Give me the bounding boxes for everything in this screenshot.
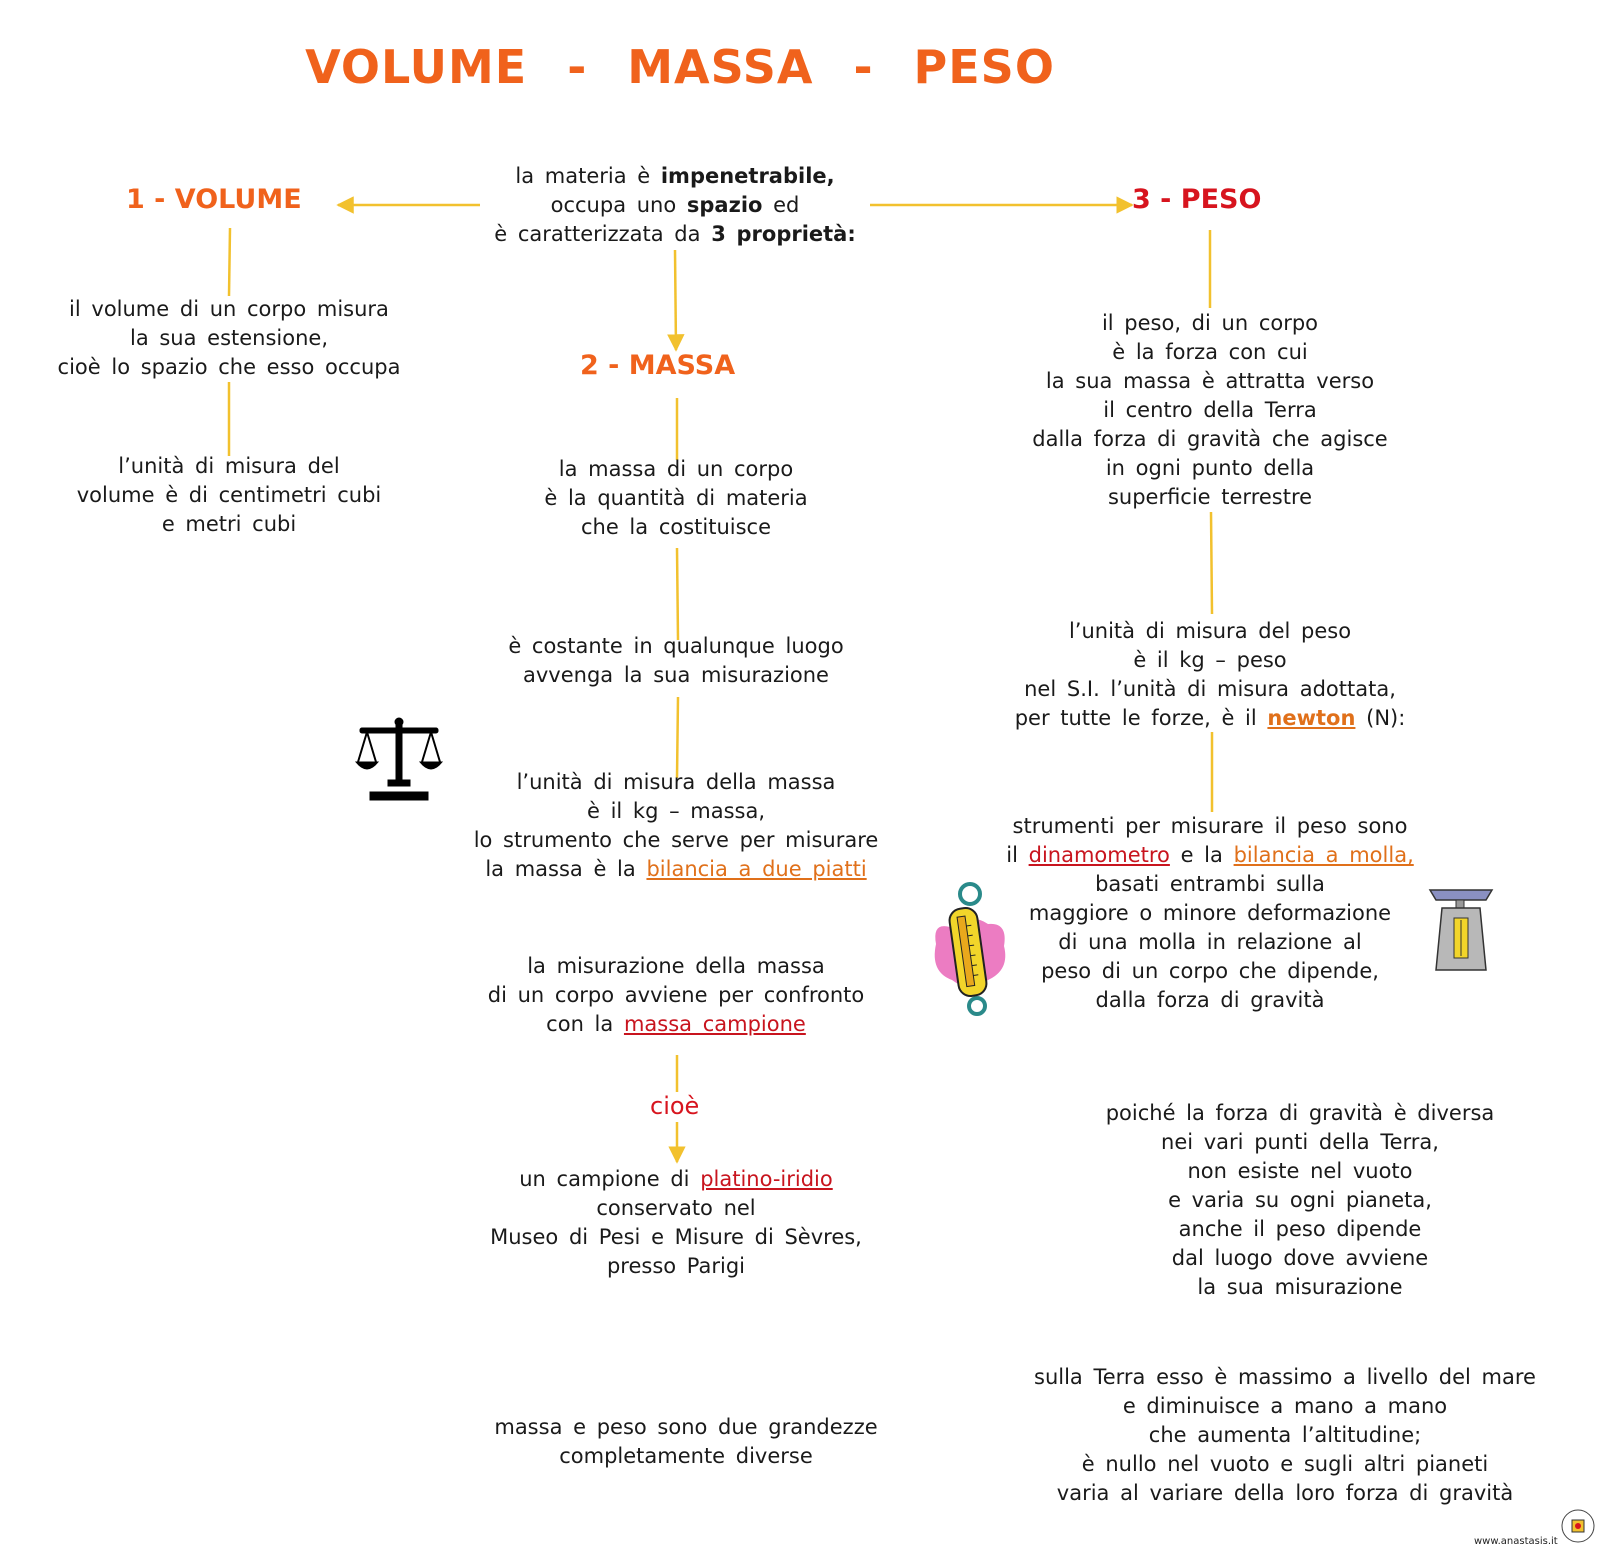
intro-line1: la materia è: [515, 164, 651, 188]
text-line: il peso, di un corpo: [1101, 311, 1319, 335]
link-bilancia-a-due-piatti[interactable]: bilancia a due piatti: [646, 857, 867, 881]
massa-comparison: [456, 952, 896, 1039]
title-massa: MASSA: [627, 40, 814, 94]
text-line: la sua massa è attratta verso: [1045, 369, 1375, 393]
link-platino-iridio[interactable]: platino-iridio: [700, 1167, 833, 1191]
line-massa-2: [677, 548, 678, 640]
massa-different: [466, 1413, 906, 1471]
text-line: il: [1006, 843, 1018, 867]
link-bilancia-a-molla[interactable]: bilancia a molla,: [1233, 843, 1414, 867]
spring-scale-icon: [1428, 886, 1494, 972]
intro-number: 3: [711, 222, 726, 246]
title-separator: -: [567, 40, 588, 94]
line-massa-3: [677, 697, 678, 778]
peso-instruments: [975, 812, 1445, 1015]
text-line: peso di un corpo che dipende,: [1041, 959, 1379, 983]
volume-definition: [29, 295, 429, 382]
text-line: e la: [1180, 843, 1223, 867]
dynamometer-icon: [930, 882, 1015, 1017]
text-line: è il kg – peso: [1133, 648, 1287, 672]
massa-unit: [446, 768, 906, 884]
text-line: completamente diverse: [559, 1444, 813, 1468]
text-line: dal luogo dove avviene: [1171, 1246, 1429, 1270]
text-line: è nullo nel vuoto e sugli altri pianeti: [1081, 1452, 1489, 1476]
text-line: poiché la forza di gravità è diversa: [1105, 1101, 1495, 1125]
text-line: è la quantità di materia: [544, 486, 808, 510]
heading-massa: 2 - MASSA: [580, 350, 736, 381]
text-line: dalla forza di gravità che agisce: [1032, 427, 1388, 451]
text-line: di un corpo avviene per confronto: [487, 983, 865, 1007]
title-separator: -: [853, 40, 874, 94]
text-line: Museo di Pesi e Misure di Sèvres,: [490, 1225, 862, 1249]
text-line: conservato nel: [596, 1196, 756, 1220]
text-line: l’unità di misura del peso: [1068, 619, 1352, 643]
text-line: l’unità di misura della massa: [516, 770, 836, 794]
cioe-label: cioè: [650, 1092, 700, 1120]
link-massa-campione[interactable]: massa campione: [623, 1012, 806, 1036]
text-line: basati entrambi sulla: [1095, 872, 1325, 896]
text-line: (N):: [1366, 706, 1406, 730]
massa-constant: [456, 632, 896, 690]
text-line: dalla forza di gravità: [1095, 988, 1325, 1012]
text-line: un campione di: [519, 1167, 690, 1191]
text-line: e diminuisce a mano a mano: [1122, 1394, 1448, 1418]
text-line: e varia su ogni pianeta,: [1168, 1188, 1432, 1212]
text-line: sulla Terra esso è massimo a livello del mare: [1034, 1365, 1536, 1389]
peso-unit: [980, 617, 1440, 733]
text-line: che aumenta l’altitudine;: [1148, 1423, 1422, 1447]
intro-text: [425, 162, 925, 249]
text-line: presso Parigi: [606, 1254, 746, 1278]
text-line: nei vari punti della Terra,: [1161, 1130, 1439, 1154]
intro-impenetrabile: impenetrabile,: [660, 164, 835, 188]
text-line: il volume di un corpo misura: [69, 297, 389, 321]
text-line: che la costituisce: [580, 515, 772, 539]
title-peso: PESO: [913, 40, 1055, 94]
text-line: maggiore o minore deformazione: [1028, 901, 1392, 925]
massa-definition: [476, 455, 876, 542]
text-line: di una molla in relazione al: [1058, 930, 1362, 954]
text-line: la misurazione della massa: [527, 954, 825, 978]
text-line: la sua estensione,: [129, 326, 329, 350]
text-line: cioè lo spazio che esso occupa: [57, 355, 401, 379]
text-line: è costante in qualunque luogo: [508, 634, 844, 658]
text-line: varia al variare della loro forza di gravità: [1056, 1481, 1514, 1505]
peso-earth: [1000, 1363, 1570, 1508]
massa-sample: [456, 1165, 896, 1281]
text-line: volume è di centimetri cubi: [76, 483, 382, 507]
text-line: il centro della Terra: [1103, 398, 1317, 422]
heading-volume: 1 - VOLUME: [126, 184, 302, 215]
intro-proprieta: proprietà:: [736, 222, 856, 246]
intro-spazio: spazio: [686, 193, 763, 217]
intro-line2: occupa uno: [550, 193, 677, 217]
text-line: avvenga la sua misurazione: [523, 663, 829, 687]
text-line: è la forza con cui: [1112, 340, 1308, 364]
title-volume: VOLUME: [305, 40, 528, 94]
line-volume-1: [229, 228, 230, 296]
text-line: per tutte le forze, è il: [1014, 706, 1257, 730]
link-newton[interactable]: newton: [1267, 706, 1356, 730]
arrow-to-massa: [675, 250, 676, 350]
volume-unit: [29, 452, 429, 539]
text-line: l’unità di misura del: [118, 454, 340, 478]
text-line: è il kg – massa,: [586, 799, 766, 823]
footer-site[interactable]: www.anastasis.it: [1474, 1536, 1558, 1547]
balance-scale-icon: [354, 716, 444, 806]
text-line: superficie terrestre: [1107, 485, 1313, 509]
text-line: non esiste nel vuoto: [1187, 1159, 1413, 1183]
text-line: la sua misurazione: [1197, 1275, 1403, 1299]
supermappe-badge-icon: [1560, 1508, 1596, 1544]
peso-definition: [1000, 309, 1420, 512]
text-line: la massa di un corpo: [558, 457, 794, 481]
intro-line3: è caratterizzata da: [494, 222, 701, 246]
heading-peso: 3 - PESO: [1132, 184, 1262, 215]
text-line: strumenti per misurare il peso sono: [1012, 814, 1408, 838]
text-line: con la: [546, 1012, 614, 1036]
text-line: nel S.I. l’unità di misura adottata,: [1024, 677, 1396, 701]
text-line: lo strumento che serve per misurare: [473, 828, 879, 852]
text-line: massa e peso sono due grandezze: [494, 1415, 878, 1439]
text-line: la massa è la: [485, 857, 636, 881]
intro-line2-end: ed: [773, 193, 800, 217]
text-line: anche il peso dipende: [1178, 1217, 1422, 1241]
link-dinamometro[interactable]: dinamometro: [1028, 843, 1170, 867]
text-line: e metri cubi: [161, 512, 297, 536]
peso-varies: [1075, 1099, 1525, 1302]
line-peso-2: [1211, 512, 1212, 614]
text-line: in ogni punto della: [1105, 456, 1315, 480]
